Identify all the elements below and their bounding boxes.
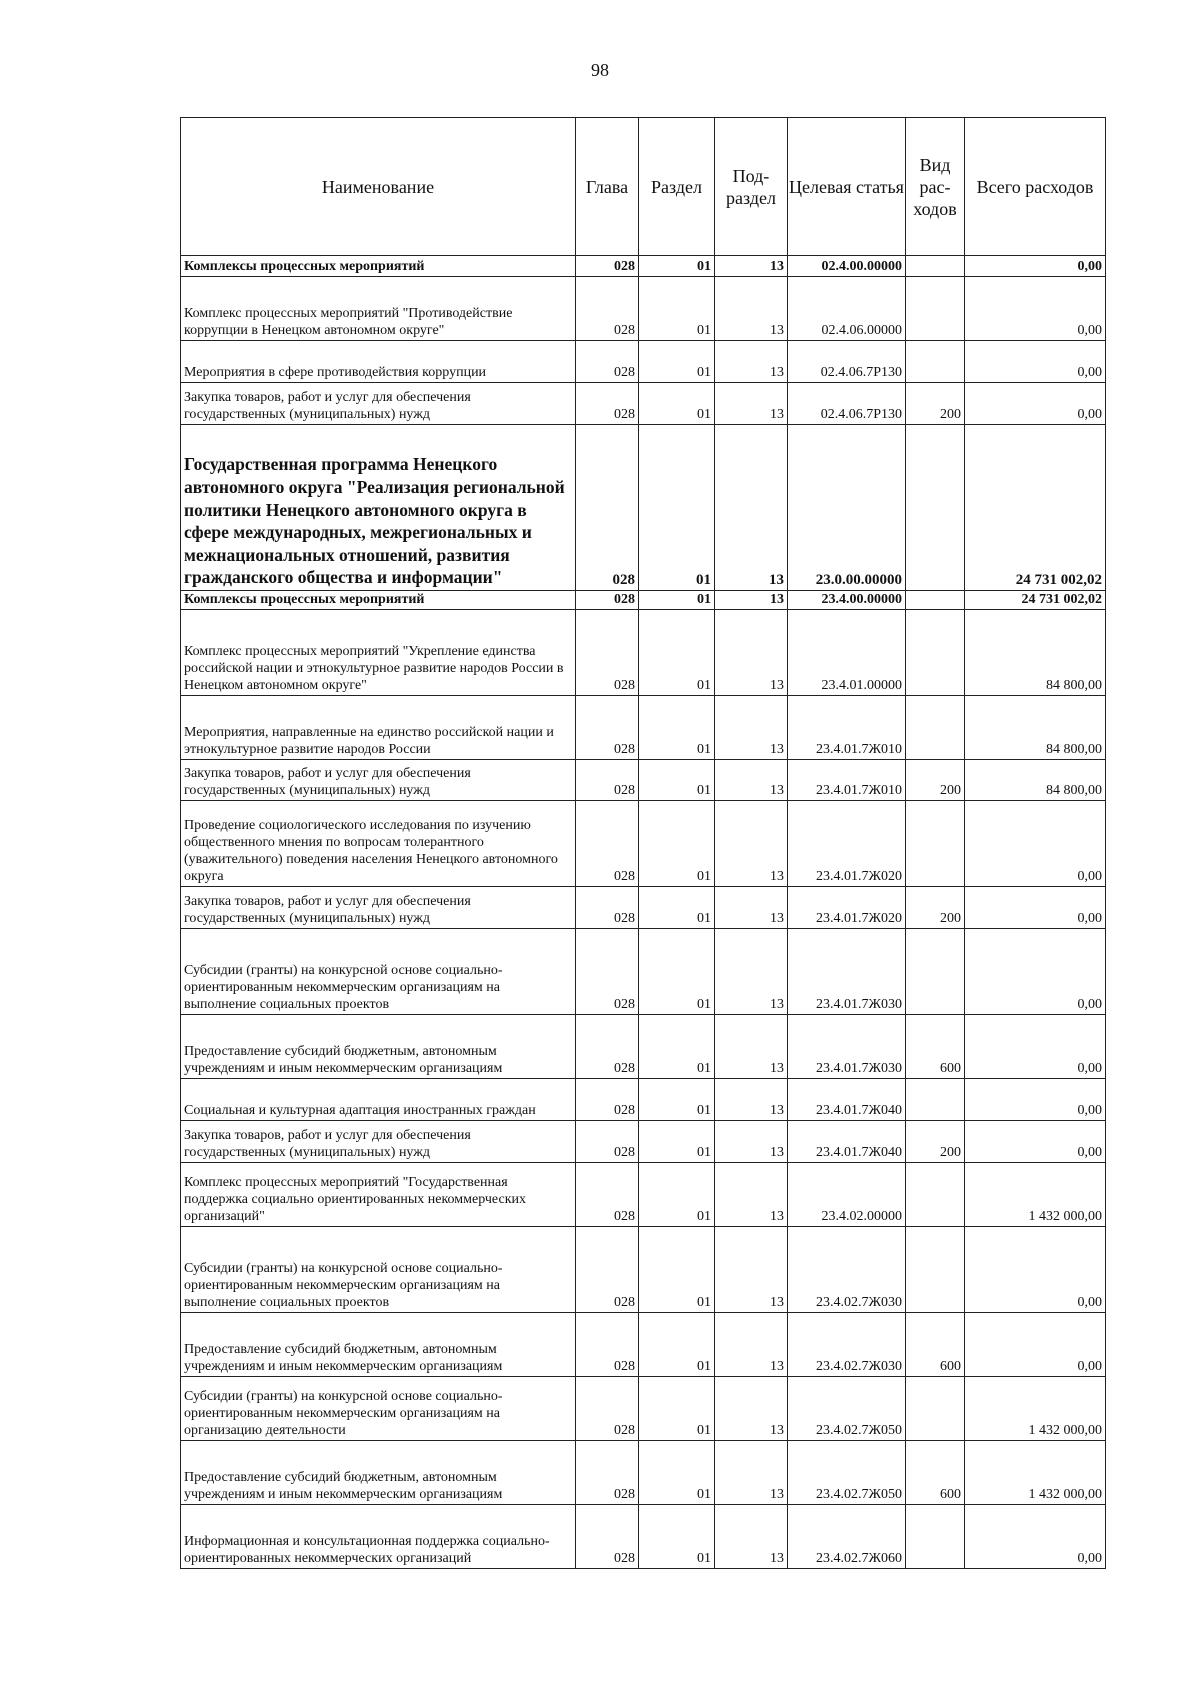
row-name: Мероприятия, направленные на единство российской нации и этнокультурное развитие народов России [181, 696, 576, 760]
row-vid [906, 1377, 965, 1441]
row-glava: 028 [576, 760, 639, 801]
row-razdel: 01 [639, 929, 715, 1015]
row-vid [906, 1163, 965, 1227]
row-vid: 200 [906, 1121, 965, 1163]
row-name: Комплексы процессных мероприятий [181, 256, 576, 277]
row-statya: 23.4.02.00000 [788, 1163, 906, 1227]
row-statya: 23.4.02.7Ж030 [788, 1227, 906, 1313]
header-vid: Вид рас-ходов [906, 118, 965, 256]
row-name: Предоставление субсидий бюджетным, автономным учреждениям и иным некоммерческим организациям [181, 1441, 576, 1505]
row-name: Закупка товаров, работ и услуг для обеспечения государственных (муниципальных) нужд [181, 1121, 576, 1163]
row-vid [906, 256, 965, 277]
row-total: 0,00 [965, 1227, 1106, 1313]
row-name: Мероприятия в сфере противодействия коррупции [181, 341, 576, 383]
row-statya: 23.4.01.7Ж030 [788, 1015, 906, 1079]
row-razdel: 01 [639, 760, 715, 801]
row-statya: 23.4.01.7Ж040 [788, 1079, 906, 1121]
row-glava: 028 [576, 1313, 639, 1377]
table-row [181, 760, 1106, 801]
row-total: 0,00 [965, 887, 1106, 929]
row-vid [906, 277, 965, 341]
row-podrazdel: 13 [715, 1079, 788, 1121]
row-podrazdel: 13 [715, 1121, 788, 1163]
row-vid [906, 801, 965, 887]
row-statya: 23.4.01.7Ж010 [788, 760, 906, 801]
row-razdel: 01 [639, 1227, 715, 1313]
row-razdel: 01 [639, 887, 715, 929]
table-row [181, 1377, 1106, 1441]
row-podrazdel: 13 [715, 696, 788, 760]
row-vid [906, 1505, 965, 1569]
row-total: 0,00 [965, 1505, 1106, 1569]
table-header-row [181, 118, 1106, 256]
row-podrazdel: 13 [715, 610, 788, 696]
budget-table [180, 117, 1106, 1569]
row-glava: 028 [576, 341, 639, 383]
table-row [181, 383, 1106, 425]
row-total: 0,00 [965, 801, 1106, 887]
row-name: Закупка товаров, работ и услуг для обеспечения государственных (муниципальных) нужд [181, 887, 576, 929]
row-total: 84 800,00 [965, 760, 1106, 801]
table-row [181, 801, 1106, 887]
table-row [181, 341, 1106, 383]
row-statya: 23.4.02.7Ж050 [788, 1377, 906, 1441]
row-podrazdel: 13 [715, 1163, 788, 1227]
row-razdel: 01 [639, 1313, 715, 1377]
row-total: 1 432 000,00 [965, 1377, 1106, 1441]
row-podrazdel: 13 [715, 1441, 788, 1505]
row-glava: 028 [576, 1079, 639, 1121]
row-vid: 200 [906, 887, 965, 929]
row-total: 24 731 002,02 [965, 591, 1106, 610]
row-glava: 028 [576, 887, 639, 929]
table-row [181, 1505, 1106, 1569]
table-row [181, 1121, 1106, 1163]
row-vid: 200 [906, 383, 965, 425]
table-row [181, 1015, 1106, 1079]
row-glava: 028 [576, 256, 639, 277]
row-statya: 02.4.06.7Р130 [788, 341, 906, 383]
row-glava: 028 [576, 425, 639, 591]
row-vid: 600 [906, 1313, 965, 1377]
row-glava: 028 [576, 383, 639, 425]
row-name: Субсидии (гранты) на конкурсной основе социально-ориентированным некоммерческим организациям на выполнение социальных проектов [181, 929, 576, 1015]
header-name: Наименование [181, 118, 576, 256]
row-total: 0,00 [965, 383, 1106, 425]
row-glava: 028 [576, 610, 639, 696]
row-razdel: 01 [639, 425, 715, 591]
row-statya: 02.4.06.00000 [788, 277, 906, 341]
row-razdel: 01 [639, 610, 715, 696]
row-razdel: 01 [639, 256, 715, 277]
row-glava: 028 [576, 1163, 639, 1227]
row-glava: 028 [576, 1015, 639, 1079]
row-statya: 23.0.00.00000 [788, 425, 906, 591]
row-podrazdel: 13 [715, 760, 788, 801]
row-podrazdel: 13 [715, 277, 788, 341]
table-row [181, 277, 1106, 341]
row-razdel: 01 [639, 383, 715, 425]
table-row [181, 591, 1106, 610]
row-podrazdel: 13 [715, 425, 788, 591]
row-glava: 028 [576, 1505, 639, 1569]
row-glava: 028 [576, 696, 639, 760]
row-total: 84 800,00 [965, 610, 1106, 696]
row-name: Комплекс процессных мероприятий "Государственная поддержка социально ориентированных некоммерческих организаций" [181, 1163, 576, 1227]
page-number: 98 [591, 60, 609, 80]
row-podrazdel: 13 [715, 383, 788, 425]
row-podrazdel: 13 [715, 929, 788, 1015]
row-name: Закупка товаров, работ и услуг для обеспечения государственных (муниципальных) нужд [181, 383, 576, 425]
row-podrazdel: 13 [715, 341, 788, 383]
row-total: 84 800,00 [965, 696, 1106, 760]
row-glava: 028 [576, 591, 639, 610]
row-podrazdel: 13 [715, 887, 788, 929]
row-vid [906, 696, 965, 760]
header-total: Всего расходов [965, 118, 1106, 256]
row-statya: 02.4.00.00000 [788, 256, 906, 277]
row-total: 1 432 000,00 [965, 1163, 1106, 1227]
row-razdel: 01 [639, 1441, 715, 1505]
row-total: 1 432 000,00 [965, 1441, 1106, 1505]
table-row [181, 696, 1106, 760]
row-glava: 028 [576, 277, 639, 341]
row-razdel: 01 [639, 341, 715, 383]
row-statya: 23.4.01.7Ж020 [788, 801, 906, 887]
row-name: Информационная и консультационная поддержка социально-ориентированных некоммерческих организаций [181, 1505, 576, 1569]
row-vid: 600 [906, 1015, 965, 1079]
row-name: Предоставление субсидий бюджетным, автономным учреждениям и иным некоммерческим организациям [181, 1015, 576, 1079]
row-statya: 23.4.02.7Ж030 [788, 1313, 906, 1377]
row-razdel: 01 [639, 1377, 715, 1441]
row-podrazdel: 13 [715, 801, 788, 887]
row-total: 0,00 [965, 1079, 1106, 1121]
row-razdel: 01 [639, 1079, 715, 1121]
row-name: Государственная программа Ненецкого автономного округа "Реализация региональной политики Ненецкого автономного округа в сфере международных, межрегиональных и межнациональных отношений, развития гражданского общества и информации" [181, 425, 576, 591]
row-podrazdel: 13 [715, 1227, 788, 1313]
row-podrazdel: 13 [715, 1313, 788, 1377]
row-razdel: 01 [639, 1015, 715, 1079]
row-razdel: 01 [639, 1163, 715, 1227]
table-row [181, 929, 1106, 1015]
row-vid [906, 929, 965, 1015]
row-glava: 028 [576, 1121, 639, 1163]
row-name: Комплекс процессных мероприятий "Противодействие коррупции в Ненецком автономном округе" [181, 277, 576, 341]
row-podrazdel: 13 [715, 1377, 788, 1441]
row-podrazdel: 13 [715, 591, 788, 610]
row-statya: 23.4.02.7Ж060 [788, 1505, 906, 1569]
row-name: Предоставление субсидий бюджетным, автономным учреждениям и иным некоммерческим организациям [181, 1313, 576, 1377]
header-statya: Целевая статья [788, 118, 906, 256]
row-podrazdel: 13 [715, 256, 788, 277]
row-statya: 23.4.01.7Ж040 [788, 1121, 906, 1163]
row-total: 0,00 [965, 929, 1106, 1015]
row-total: 24 731 002,02 [965, 425, 1106, 591]
table-row [181, 1313, 1106, 1377]
row-vid [906, 425, 965, 591]
row-total: 0,00 [965, 256, 1106, 277]
row-vid [906, 1227, 965, 1313]
row-name: Проведение социологического исследования по изучению общественного мнения по вопросам толерантного (уважительного) поведения населения Ненецкого автономного округа [181, 801, 576, 887]
row-podrazdel: 13 [715, 1015, 788, 1079]
table-row [181, 1079, 1106, 1121]
row-glava: 028 [576, 929, 639, 1015]
table-row [181, 1441, 1106, 1505]
row-statya: 23.4.01.7Ж010 [788, 696, 906, 760]
row-vid [906, 341, 965, 383]
row-vid [906, 610, 965, 696]
header-glava: Глава [576, 118, 639, 256]
row-glava: 028 [576, 1227, 639, 1313]
table-row [181, 610, 1106, 696]
row-vid: 200 [906, 760, 965, 801]
row-name: Комплекс процессных мероприятий "Укрепление единства российской нации и этнокультурное развитие народов России в Ненецком автономном округе" [181, 610, 576, 696]
row-name: Закупка товаров, работ и услуг для обеспечения государственных (муниципальных) нужд [181, 760, 576, 801]
row-podrazdel: 13 [715, 1505, 788, 1569]
row-total: 0,00 [965, 277, 1106, 341]
row-statya: 23.4.02.7Ж050 [788, 1441, 906, 1505]
row-razdel: 01 [639, 1121, 715, 1163]
row-statya: 23.4.01.7Ж030 [788, 929, 906, 1015]
row-total: 0,00 [965, 1121, 1106, 1163]
row-razdel: 01 [639, 277, 715, 341]
row-name: Субсидии (гранты) на конкурсной основе социально-ориентированным некоммерческим организациям на выполнение социальных проектов [181, 1227, 576, 1313]
table-row [181, 887, 1106, 929]
row-razdel: 01 [639, 801, 715, 887]
row-statya: 23.4.01.7Ж020 [788, 887, 906, 929]
row-total: 0,00 [965, 1313, 1106, 1377]
row-statya: 23.4.00.00000 [788, 591, 906, 610]
row-name: Субсидии (гранты) на конкурсной основе социально-ориентированным некоммерческим организациям на организацию деятельности [181, 1377, 576, 1441]
header-razdel: Раздел [639, 118, 715, 256]
table-row [181, 1227, 1106, 1313]
row-razdel: 01 [639, 591, 715, 610]
row-glava: 028 [576, 1441, 639, 1505]
header-podrazdel: Под-раздел [715, 118, 788, 256]
row-glava: 028 [576, 1377, 639, 1441]
table-row [181, 1163, 1106, 1227]
row-statya: 02.4.06.7Р130 [788, 383, 906, 425]
row-name: Комплексы процессных мероприятий [181, 591, 576, 610]
row-vid: 600 [906, 1441, 965, 1505]
row-vid [906, 591, 965, 610]
table-row [181, 256, 1106, 277]
row-vid [906, 1079, 965, 1121]
table-row [181, 425, 1106, 591]
row-razdel: 01 [639, 696, 715, 760]
row-razdel: 01 [639, 1505, 715, 1569]
row-total: 0,00 [965, 341, 1106, 383]
row-glava: 028 [576, 801, 639, 887]
row-name: Социальная и культурная адаптация иностранных граждан [181, 1079, 576, 1121]
row-total: 0,00 [965, 1015, 1106, 1079]
row-statya: 23.4.01.00000 [788, 610, 906, 696]
